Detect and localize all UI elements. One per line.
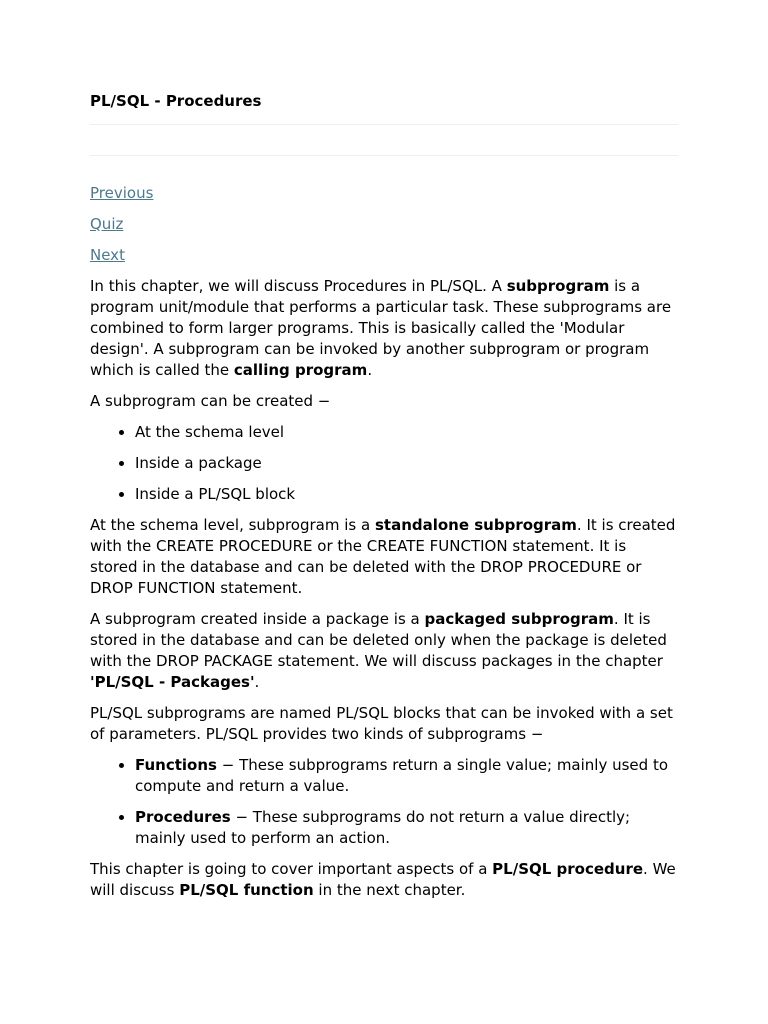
term-calling-program: calling program	[233, 361, 368, 379]
list-item: • Inside a PL/SQL block	[135, 484, 678, 505]
intro-paragraph: In this chapter, we will discuss Procedures in PL/SQL. A subprogram is a program unit/module that performs a particular task. These subprograms are combined to form larger programs. This is basically called the 'Modular design'. A subprogram can be invoked by another subprogram or program which is called the calling program.	[90, 277, 672, 379]
term-packaged-subprogram: packaged subprogram	[424, 610, 614, 628]
term-standalone-subprogram: standalone subprogram	[374, 516, 577, 534]
term-functions: Functions	[135, 756, 217, 774]
term-plsql-procedure: PL/SQL procedure	[492, 860, 644, 878]
packaged-paragraph: A subprogram created inside a package is a packaged subprogram. It is stored in the database and can be deleted only when the package is deleted with the DROP PACKAGE statement. We will discuss packages in the chapter 'PL/SQL - Packages'.	[90, 610, 667, 691]
creation-paragraph: A subprogram can be created −	[90, 392, 331, 410]
page-title: PL/SQL - Procedures	[90, 90, 678, 125]
creation-list	[90, 422, 678, 505]
list-item: • Procedures − These subprograms do not return a value directly; mainly used to perform an action.	[135, 807, 678, 849]
term-plsql-function: PL/SQL function	[179, 881, 314, 899]
divider	[90, 125, 678, 156]
next-link[interactable]: Next	[90, 246, 125, 264]
term-procedures: Procedures	[135, 808, 231, 826]
list-item: • Functions − These subprograms return a single value; mainly used to compute and return a value.	[135, 755, 678, 797]
document-page	[90, 0, 678, 901]
list-item: • At the schema level	[135, 422, 678, 443]
term-packages-chapter: 'PL/SQL - Packages'	[90, 673, 255, 691]
standalone-paragraph: At the schema level, subprogram is a standalone subprogram. It is created with the CREATE PROCEDURE or the CREATE FUNCTION statement. It is stored in the database and can be deleted with the DROP PROCEDURE or DROP FUNCTION statement.	[90, 516, 676, 597]
kinds-paragraph: PL/SQL subprograms are named PL/SQL blocks that can be invoked with a set of parameters. PL/SQL provides two kinds of subprograms −	[90, 704, 673, 743]
quiz-link[interactable]: Quiz	[90, 215, 124, 233]
chapter-navigation	[90, 183, 678, 266]
list-item: • Inside a package	[135, 453, 678, 474]
term-subprogram: subprogram	[506, 277, 610, 295]
summary-paragraph: This chapter is going to cover important aspects of a PL/SQL procedure. We will discuss PL/SQL function in the next chapter.	[90, 860, 676, 899]
previous-link[interactable]: Previous	[90, 184, 154, 202]
kinds-list	[90, 755, 678, 849]
